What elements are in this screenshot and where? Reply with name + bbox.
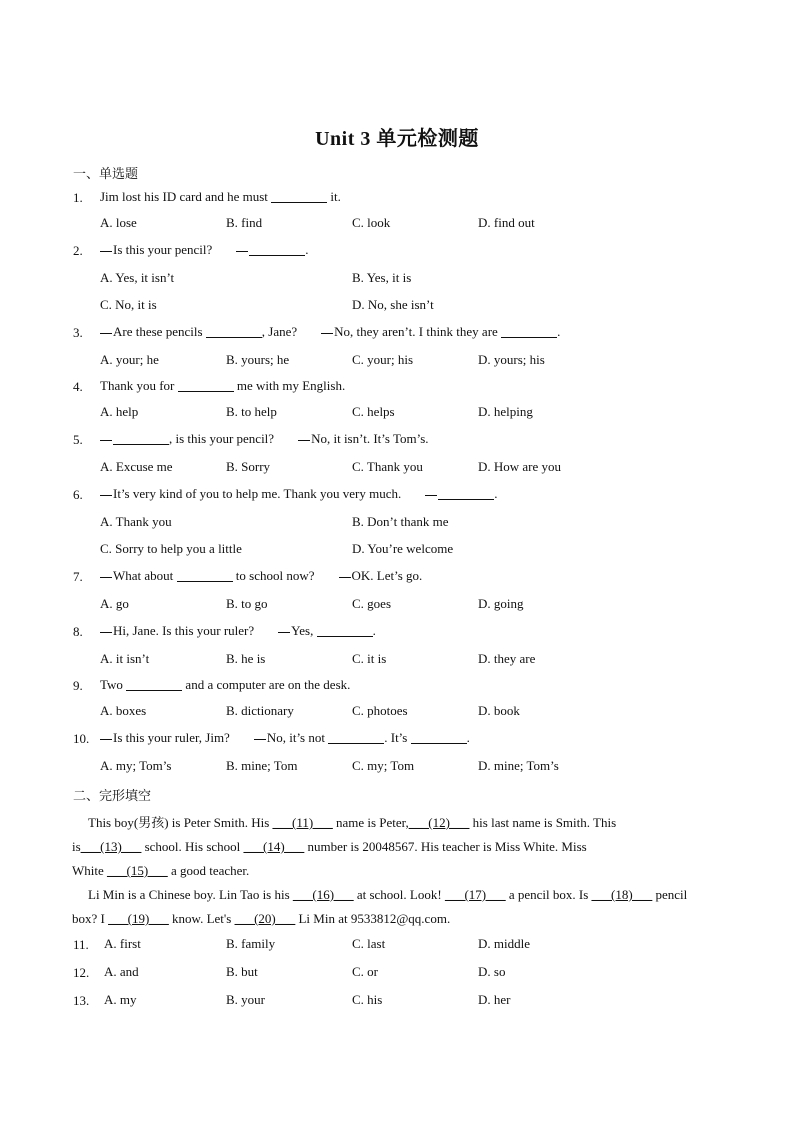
option-a: A. my bbox=[104, 992, 137, 1007]
cloze-blank-16: ___(16)___ bbox=[292, 887, 354, 902]
question-number: 4. bbox=[73, 379, 83, 394]
option-b: B. mine; Tom bbox=[226, 758, 298, 773]
question-stem: What about to school now? OK. Let’s go. bbox=[100, 568, 422, 584]
option-d: D. find out bbox=[478, 215, 535, 230]
page-title: Unit 3 单元检测题 bbox=[315, 128, 479, 150]
option-c: C. it is bbox=[352, 651, 387, 666]
option-a: A. Yes, it isn’t bbox=[100, 270, 175, 285]
option-b: B. he is bbox=[226, 651, 266, 666]
option-c: C. his bbox=[352, 992, 383, 1007]
option-c: C. No, it is bbox=[100, 297, 157, 312]
option-d: D. they are bbox=[478, 651, 536, 666]
question-stem: Hi, Jane. Is this your ruler? Yes, . bbox=[100, 623, 376, 639]
cloze-blank-14: ___(14)___ bbox=[243, 839, 305, 854]
question-number: 6. bbox=[73, 487, 83, 502]
option-c: C. Thank you bbox=[352, 459, 423, 474]
option-a: A. first bbox=[104, 936, 141, 951]
option-d: D. book bbox=[478, 703, 520, 718]
option-d: D. No, she isn’t bbox=[352, 297, 434, 312]
answer-blank bbox=[317, 624, 373, 637]
option-c: C. photoes bbox=[352, 703, 408, 718]
option-a: A. and bbox=[104, 964, 139, 979]
option-a: A. Excuse me bbox=[100, 459, 173, 474]
answer-blank bbox=[328, 731, 384, 744]
option-d: D. mine; Tom’s bbox=[478, 758, 559, 773]
answer-blank bbox=[271, 190, 327, 203]
answer-blank bbox=[126, 678, 182, 691]
question-number: 9. bbox=[73, 678, 83, 693]
question-number: 8. bbox=[73, 624, 83, 639]
option-b: B. family bbox=[226, 936, 276, 951]
cloze-blank-19: ___(19)___ bbox=[108, 911, 169, 926]
option-c: C. my; Tom bbox=[352, 758, 415, 773]
question-number: 2. bbox=[73, 243, 83, 258]
option-b: B. your bbox=[226, 992, 265, 1007]
option-d: D. her bbox=[478, 992, 511, 1007]
question-stem: Are these pencils , Jane? No, they aren’t. I think they are . bbox=[100, 324, 560, 340]
option-b: B. to help bbox=[226, 404, 277, 419]
question-number: 3. bbox=[73, 325, 83, 340]
option-c: C. Sorry to help you a little bbox=[100, 541, 242, 556]
cloze-line-4: Li Min is a Chinese boy. Lin Tao is his ___(16)___ at school. Look! ___(17)___ a pencil box. Is ___(18)___ pencil bbox=[88, 887, 688, 902]
answer-blank bbox=[438, 487, 494, 500]
cloze-line-5: box? I ___(19)___ know. Let's ___(20)___ Li Min at 9533812@qq.com. bbox=[72, 911, 451, 926]
cloze-blank-12: ___(12)___ bbox=[408, 815, 470, 830]
answer-blank bbox=[177, 569, 233, 582]
option-b: B. to go bbox=[226, 596, 268, 611]
cloze-blank-17: ___(17)___ bbox=[444, 887, 506, 902]
option-a: A. help bbox=[100, 404, 139, 419]
question-number: 11. bbox=[73, 937, 89, 952]
cloze-line-1: This boy(男孩) is Peter Smith. His ___(11)___ name is Peter,___(12)___ his last name is Smith. This bbox=[88, 815, 617, 830]
option-a: A. it isn’t bbox=[100, 651, 150, 666]
question-stem: Is this your pencil? . bbox=[100, 242, 309, 258]
option-d: D. helping bbox=[478, 404, 533, 419]
option-d: D. middle bbox=[478, 936, 530, 951]
question-number: 12. bbox=[73, 965, 90, 980]
option-c: C. goes bbox=[352, 596, 391, 611]
option-b: B. find bbox=[226, 215, 263, 230]
option-a: A. your; he bbox=[100, 352, 159, 367]
option-c: C. look bbox=[352, 215, 391, 230]
cloze-blank-13: ___(13)___ bbox=[80, 839, 142, 854]
question-number: 10. bbox=[73, 731, 90, 746]
option-b: B. but bbox=[226, 964, 258, 979]
question-number: 13. bbox=[73, 993, 90, 1008]
question-stem: Two and a computer are on the desk. bbox=[100, 677, 351, 692]
option-d: D. so bbox=[478, 964, 506, 979]
answer-blank bbox=[249, 243, 305, 256]
answer-blank bbox=[411, 731, 467, 744]
option-a: A. boxes bbox=[100, 703, 147, 718]
option-b: B. Yes, it is bbox=[352, 270, 412, 285]
answer-blank bbox=[113, 432, 169, 445]
option-a: A. my; Tom’s bbox=[100, 758, 172, 773]
option-d: D. going bbox=[478, 596, 524, 611]
question-stem: Is this your ruler, Jim? No, it’s not . It’s . bbox=[100, 730, 470, 746]
option-c: C. helps bbox=[352, 404, 395, 419]
section-heading-cloze: 二、完形填空 bbox=[73, 789, 152, 804]
option-b: B. Sorry bbox=[226, 459, 271, 474]
cloze-line-2: is___(13)___ school. His school ___(14)___ number is 20048567. His teacher is Miss White. Miss bbox=[72, 839, 587, 854]
cloze-blank-18: ___(18)___ bbox=[591, 887, 653, 902]
cloze-blank-15: ___(15)___ bbox=[107, 863, 168, 878]
question-stem: Thank you for me with my English. bbox=[100, 378, 346, 393]
question-number: 7. bbox=[73, 569, 83, 584]
option-a: A. lose bbox=[100, 215, 137, 230]
cloze-blank-20: ___(20)___ bbox=[234, 911, 296, 926]
question-stem: , is this your pencil? No, it isn’t. It’s Tom’s. bbox=[100, 431, 429, 447]
option-c: C. your; his bbox=[352, 352, 414, 367]
section-heading-single-choice: 一、单选题 bbox=[73, 167, 139, 182]
question-number: 1. bbox=[73, 190, 83, 205]
answer-blank bbox=[206, 325, 262, 338]
option-b: B. Don’t thank me bbox=[352, 514, 449, 529]
option-c: C. or bbox=[352, 964, 378, 979]
option-c: C. last bbox=[352, 936, 386, 951]
cloze-blank-11: ___(11)___ bbox=[272, 815, 333, 830]
option-d: D. How are you bbox=[478, 459, 562, 474]
option-a: A. go bbox=[100, 596, 129, 611]
answer-blank bbox=[178, 379, 234, 392]
question-stem: It’s very kind of you to help me. Thank you very much. . bbox=[100, 486, 497, 502]
option-d: D. yours; his bbox=[478, 352, 545, 367]
question-number: 5. bbox=[73, 432, 83, 447]
cloze-line-3: White ___(15)___ a good teacher. bbox=[72, 863, 250, 878]
option-a: A. Thank you bbox=[100, 514, 172, 529]
option-d: D. You’re welcome bbox=[352, 541, 454, 556]
answer-blank bbox=[501, 325, 557, 338]
question-stem: Jim lost his ID card and he must it. bbox=[100, 189, 341, 204]
option-b: B. dictionary bbox=[226, 703, 294, 718]
option-b: B. yours; he bbox=[226, 352, 290, 367]
